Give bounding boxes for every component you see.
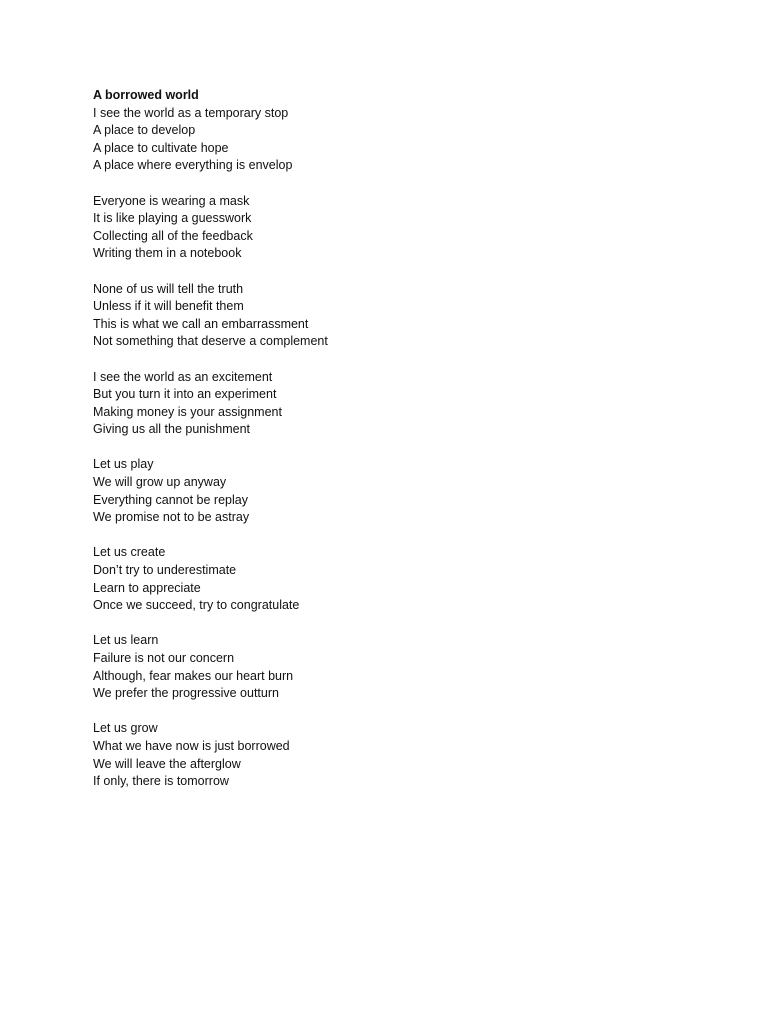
poem-line: None of us will tell the truth xyxy=(93,281,244,296)
poem-line: A place to develop xyxy=(93,123,196,138)
poem-line: What we have now is just borrowed xyxy=(93,738,290,753)
poem-line: Learn to appreciate xyxy=(93,580,201,595)
poem-line: I see the world as a temporary stop xyxy=(93,105,289,120)
poem xyxy=(93,87,693,808)
poem-line: Everything cannot be replay xyxy=(93,492,248,507)
poem-line: Making money is your assignment xyxy=(93,404,282,419)
stanza-6 xyxy=(93,544,693,614)
poem-line: We will leave the afterglow xyxy=(93,756,241,771)
stanza-2 xyxy=(93,193,693,263)
poem-line: Let us play xyxy=(93,457,154,472)
poem-line: Not something that deserve a complement xyxy=(93,334,328,349)
stanza-8 xyxy=(93,720,693,790)
poem-line: Although, fear makes our heart burn xyxy=(93,668,294,683)
poem-line: Unless if it will benefit them xyxy=(93,299,244,314)
poem-line: Collecting all of the feedback xyxy=(93,228,253,243)
poem-line: It is like playing a guesswork xyxy=(93,211,252,226)
poem-line: We promise not to be astray xyxy=(93,510,250,525)
poem-line: Once we succeed, try to congratulate xyxy=(93,598,300,613)
stanza-1 xyxy=(93,105,693,175)
poem-line: Failure is not our concern xyxy=(93,651,235,665)
stanza-7 xyxy=(93,632,693,702)
poem-line: If only, there is tomorrow xyxy=(93,774,229,789)
poem-line: Let us learn xyxy=(93,633,159,648)
poem-line: We prefer the progressive outturn xyxy=(93,686,279,701)
poem-line: This is what we call an embarrassment xyxy=(93,316,309,331)
poem-line: Everyone is wearing a mask xyxy=(93,193,250,208)
poem-line: Writing them in a notebook xyxy=(93,246,242,261)
poem-title: A borrowed world xyxy=(93,88,199,102)
poem-line: Let us grow xyxy=(93,721,158,736)
stanza-4 xyxy=(93,369,693,439)
poem-line: We will grow up anyway xyxy=(93,475,227,490)
poem-line: Giving us all the punishment xyxy=(93,422,251,437)
poem-line: I see the world as an excitement xyxy=(93,369,273,384)
poem-line: But you turn it into an experiment xyxy=(93,387,277,402)
poem-line: A place to cultivate hope xyxy=(93,140,229,155)
poem-line: Let us create xyxy=(93,545,166,560)
poem-line: Don’t try to underestimate xyxy=(93,563,237,578)
stanza-3 xyxy=(93,281,693,351)
stanza-5 xyxy=(93,456,693,526)
poem-line: A place where everything is envelop xyxy=(93,158,293,173)
